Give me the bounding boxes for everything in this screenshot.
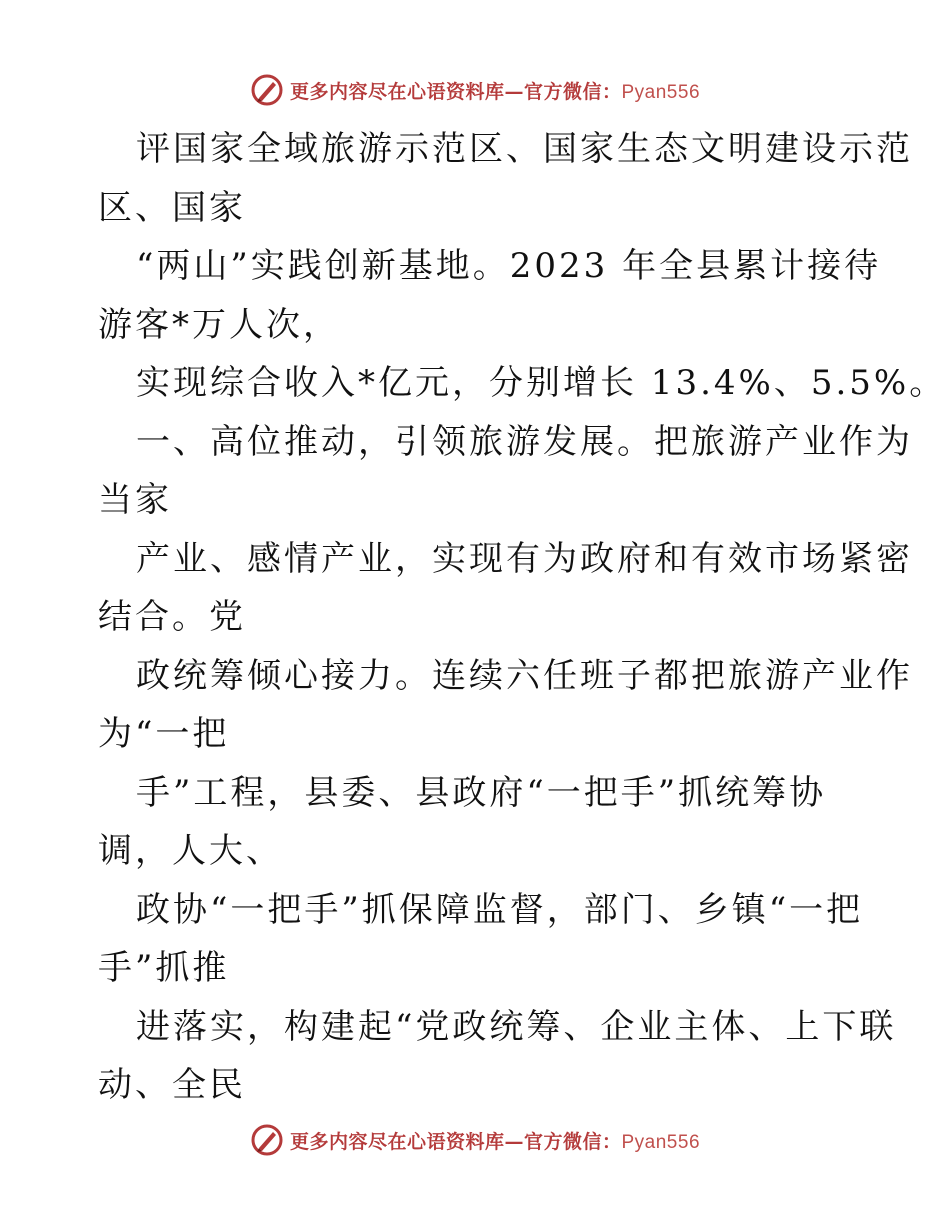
body-line: 产业、感情产业，实现有为政府和有效市场紧密	[136, 538, 913, 579]
watermark-text: 更多内容尽在心语资料库—官方微信：Pyan556	[289, 80, 701, 103]
footer-watermark	[0, 1120, 950, 1160]
body-line: 政统筹倾心接力。连续六任班子都把旅游产业作	[136, 655, 913, 696]
body-line: 手”工程，县委、县政府“一把手”抓统筹协	[136, 772, 827, 813]
watermark-id: Pyan556	[621, 81, 701, 103]
pen-circle-logo-icon	[250, 1123, 284, 1157]
body-line: 评国家全域旅游示范区、国家生态文明建设示范	[136, 129, 913, 169]
body-line: 区、国家	[98, 187, 246, 228]
header-watermark	[0, 70, 950, 110]
body-line: 实现综合收入*亿元，分别增长 13.4%、5.5%。	[136, 363, 947, 403]
body-line: 一、高位推动，引领旅游发展。把旅游产业作为	[136, 421, 913, 462]
watermark-id: Pyan556	[621, 1131, 701, 1153]
body-line: 游客*万人次，	[98, 304, 340, 345]
pen-circle-logo-icon	[250, 73, 284, 107]
body-line: 当家	[98, 480, 172, 520]
document-body	[98, 120, 947, 1115]
body-line: 手”抓推	[98, 948, 230, 988]
body-line: “两山”实践创新基地。2023 年全县累计接待	[136, 246, 882, 286]
body-line: 进落实，构建起“党政统筹、企业主体、上下联	[136, 1006, 897, 1047]
body-line: 结合。党	[98, 597, 246, 637]
body-line: 调，人大、	[98, 831, 283, 871]
body-line: 为“一把	[98, 714, 230, 754]
body-line: 政协“一把手”抓保障监督，部门、乡镇“一把	[136, 889, 864, 930]
body-line: 动、全民	[98, 1065, 246, 1105]
watermark-text: 更多内容尽在心语资料库—官方微信：Pyan556	[289, 1130, 701, 1153]
